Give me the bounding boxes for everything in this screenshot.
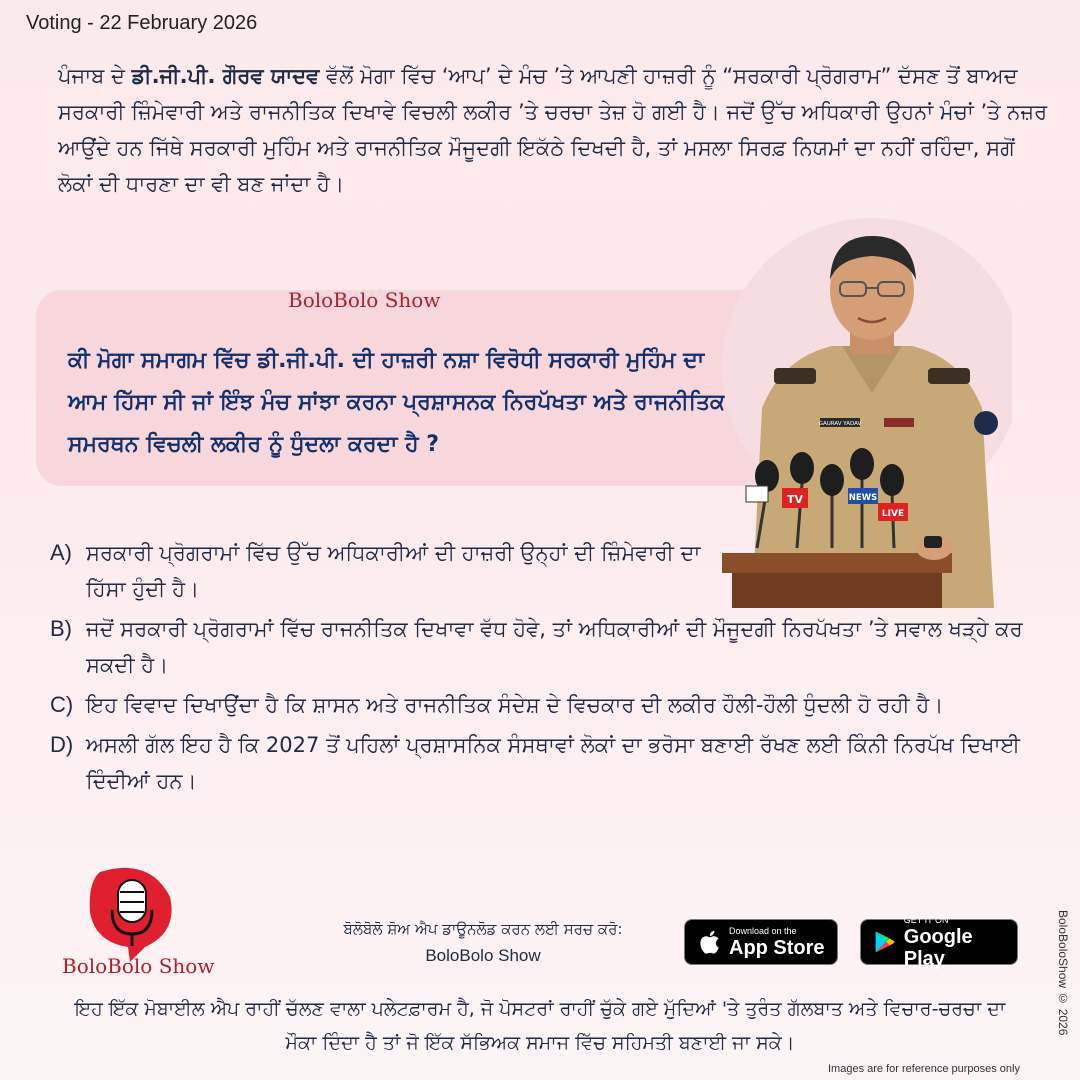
option-b-text: ਜਦੋਂ ਸਰਕਾਰੀ ਪ੍ਰੋਗਰਾਮਾਂ ਵਿੱਚ ਰਾਜਨੀਤਿਕ ਦਿਖਾਵਾ ਵੱਧ ਹੋਵੇ, ਤਾਂ ਅਧਿਕਾਰੀਆਂ ਦੀ ਮੌਜੂਦਗੀ ਨਿਰਪੱਖਤਾ ’ਤੇ ਸਵਾਲ ਖੜ੍ਹੇ ਕਰ ਸਕਦੀ ਹੈ। — [86, 617, 1023, 677]
option-b-key: B) — [50, 616, 72, 641]
mic-label-live: LIVE — [881, 509, 905, 519]
mic-label-tv: TV — [786, 493, 804, 506]
right-epaulette — [928, 368, 970, 384]
mic-label-news: NEWS — [848, 493, 878, 503]
options-list — [50, 535, 1040, 803]
name-tag-text: GAURAV YADAV — [818, 421, 862, 427]
option-d[interactable] — [50, 727, 1040, 799]
google-play-icon — [873, 928, 896, 956]
option-b[interactable] — [50, 611, 1040, 683]
date-label: Voting - 22 February 2026 — [26, 12, 258, 34]
google-play-small-text: GET IT ON — [903, 914, 949, 925]
app-store-small-text: Download on the — [729, 925, 797, 936]
question-text: ਕੀ ਮੋਗਾ ਸਮਾਗਮ ਵਿੱਚ ਡੀ.ਜੀ.ਪੀ. ਦੀ ਹਾਜ਼ਰੀ ਨਸ਼ਾ ਵਿਰੋਧੀ ਸਰਕਾਰੀ ਮੁਹਿੰਮ ਦਾ ਆਮ ਹਿੱਸਾ ਸੀ ਜਾਂ ਇੰਝ ਮੰਚ ਸਾਂਝਾ ਕਰਨਾ ਪ੍ਰਸ਼ਾਸਨਕ ਨਿਰਪੱਖਤਾ ਅਤੇ ਰਾਜਨੀਤਿਕ ਸਮਰਥਨ ਵਿਚਲੀ ਲਕੀਰ ਨੂੰ ਧੁੰਦਲਾ ਕਰਦਾ ਹੈ ? — [68, 348, 726, 457]
option-a-text: ਸਰਕਾਰੀ ਪ੍ਰੋਗਰਾਮਾਂ ਵਿੱਚ ਉੱਚ ਅਧਿਕਾਰੀਆਂ ਦੀ ਹਾਜ਼ਰੀ ਉਨ੍ਹਾਂ ਦੀ ਜ਼ਿੰਮੇਵਾਰੀ ਦਾ ਹਿੱਸਾ ਹੁੰਦੀ ਹੈ। — [86, 541, 701, 601]
shoulder-badge — [974, 411, 998, 435]
ribbon-bar — [884, 418, 914, 427]
option-a-key: A) — [50, 540, 72, 565]
option-c[interactable] — [50, 687, 1040, 723]
download-prompt — [288, 920, 678, 966]
option-c-text: ਇਹ ਵਿਵਾਦ ਦਿਖਾਉਂਦਾ ਹੈ ਕਿ ਸ਼ਾਸਨ ਅਤੇ ਰਾਜਨੀਤਿਕ ਸੰਦੇਸ਼ ਦੇ ਵਿਚਕਾਰ ਦੀ ਲਕੀਰ ਹੌਲੀ-ਹੌਲੀ ਧੁੰਦਲੀ ਹੋ ਰਹੀ ਹੈ। — [86, 693, 944, 717]
google-play-button[interactable] — [860, 914, 1018, 970]
download-app-name: BoloBolo Show — [425, 946, 541, 965]
left-epaulette — [774, 368, 816, 384]
google-play-big-text: Google Play — [903, 925, 973, 970]
option-d-text: ਅਸਲੀ ਗੱਲ ਇਹ ਹੈ ਕਿ 2027 ਤੋਂ ਪਹਿਲਾਂ ਪ੍ਰਸ਼ਾਸਨਿਕ ਸੰਸਥਾਵਾਂ ਲੋਕਾਂ ਦਾ ਭਰੋਸਾ ਬਣਾਈ ਰੱਖਣ ਲਈ ਕਿੰਨੀ ਨਿਰਪੱਖ ਦਿਖਾਈ ਦਿੰਦੀਆਂ ਹਨ। — [86, 733, 1020, 793]
download-prompt-text: ਬੋਲੋਬੋਲੋ ਸ਼ੋਅ ਐਪ ਡਾਊਨਲੋਡ ਕਰਨ ਲਈ ਸਰਚ ਕਰੋ: — [343, 920, 623, 938]
app-store-button[interactable] — [684, 919, 838, 965]
intro-paragraph — [58, 58, 1048, 202]
copyright-text: BoloBoloShow © 2026 — [1056, 910, 1070, 1036]
question-brand: BoloBolo Show — [288, 288, 441, 312]
app-store-big-text: App Store — [729, 936, 825, 959]
footer-description: ਇਹ ਇੱਕ ਮੋਬਾਈਲ ਐਪ ਰਾਹੀਂ ਚੱਲਣ ਵਾਲਾ ਪਲੇਟਫ਼ਾਰਮ ਹੈ, ਜੋ ਪੋਸਟਰਾਂ ਰਾਹੀਂ ਚੁੱਕੇ ਗਏ ਮੁੱਦਿਆਂ 'ਤੇ ਤੁਰੰਤ ਗੱਲਬਾਤ ਅਤੇ ਵਿਚਾਰ-ਚਰਚਾ ਦਾ ਮੌਕਾ ਦਿੰਦਾ ਹੈ ਤਾਂ ਜੋ ਇੱਕ ਸੱਭਿਅਕ ਸਮਾਜ ਵਿੱਚ ਸਹਿਮਤੀ ਬਣਾਈ ਜਾ ਸਕੇ। — [74, 998, 1006, 1054]
image-disclaimer: Images are for reference purposes only — [828, 1063, 1020, 1075]
intro-part1: ਪੰਜਾਬ ਦੇ — [58, 64, 132, 88]
intro-part2: ਵੱਲੋਂ ਮੋਗਾ ਵਿੱਚ ‘ਆਪ’ ਦੇ ਮੰਚ ’ਤੇ ਆਪਣੀ ਹਾਜ਼ਰੀ ਨੂੰ “ਸਰਕਾਰੀ ਪ੍ਰੋਗਰਾਮ” ਦੱਸਣ ਤੋਂ ਬਾਅਦ ਸਰਕਾਰੀ ਜ਼ਿੰਮੇਵਾਰੀ ਅਤੇ ਰਾਜਨੀਤਿਕ ਦਿਖਾਵੇ ਵਿਚਲੀ ਲਕੀਰ ’ਤੇ ਚਰਚਾ ਤੇਜ਼ ਹੋ ਗਈ ਹੈ। ਜਦੋਂ ਉੱਚ ਅਧਿਕਾਰੀ ਉਹਨਾਂ ਮੰਚਾਂ ’ਤੇ ਨਜ਼ਰ ਆਉਂਦੇ ਹਨ ਜਿੱਥੇ ਸਰਕਾਰੀ ਮੁਹਿੰਮ ਅਤੇ ਰਾਜਨੀਤਿਕ ਮੌਜੂਦਗੀ ਇਕੱਠੇ ਦਿਖਦੀ ਹੈ, ਤਾਂ ਮਸਲਾ ਸਿਰਫ਼ ਨਿਯਮਾਂ ਦਾ ਨਹੀਂ ਰਹਿੰਦਾ, ਸਗੋਂ ਲੋਕਾਂ ਦੀ ਧਾਰਣਾ ਦਾ ਵੀ ਬਣ ਜਾਂਦਾ ਹੈ। — [58, 64, 1048, 196]
apple-icon — [697, 928, 721, 956]
brand-logo-text: BoloBolo Show — [62, 954, 215, 978]
intro-highlight: ਡੀ.ਜੀ.ਪੀ. ਗੌਰਵ ਯਾਦਵ — [131, 64, 320, 88]
option-a[interactable] — [50, 535, 1040, 607]
option-c-key: C) — [50, 692, 74, 717]
option-d-key: D) — [50, 732, 74, 757]
